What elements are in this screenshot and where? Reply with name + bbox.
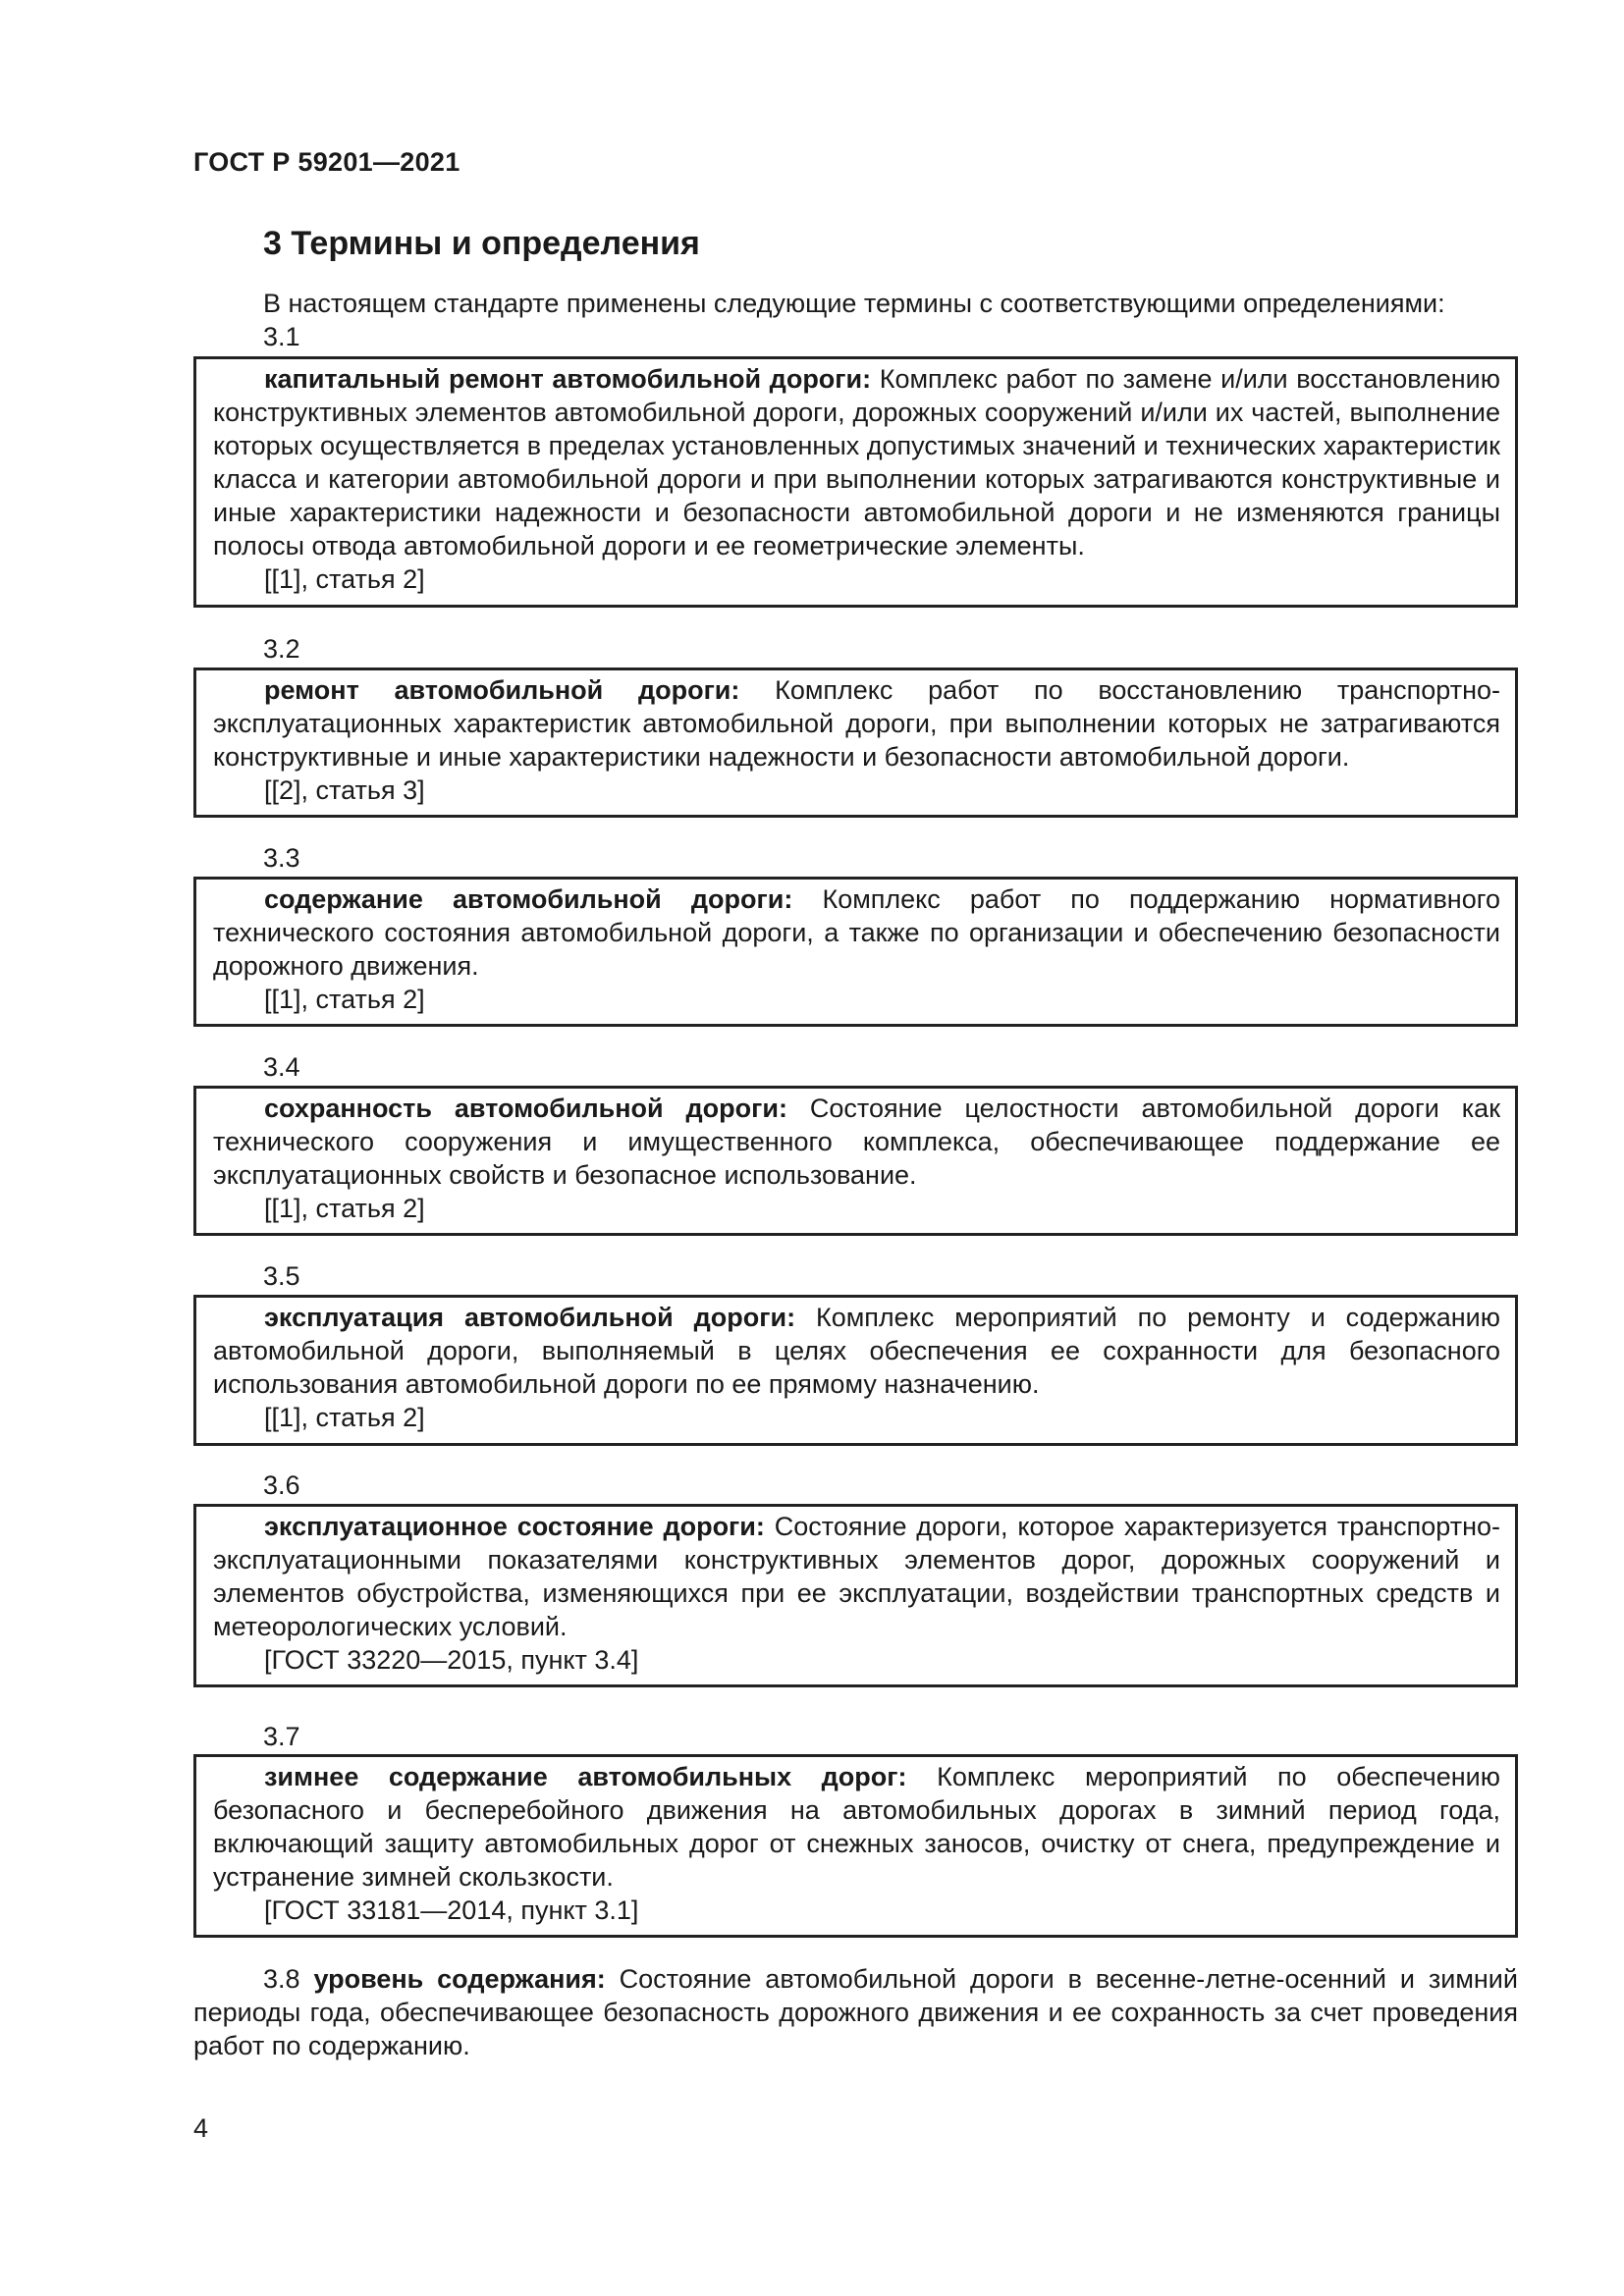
final-term-paragraph [193, 1962, 1518, 2062]
section-intro: В настоящем стандарте применены следующие термины с соответствующими определениями: [263, 289, 1445, 318]
term-box [193, 1754, 1518, 1938]
term-definition-text: Состояние дороги, которое характеризуется транспортно-эксплуатационными показателями конструктивных элементов дорог, дорожных сооружений и элементов обустройства, изменяющихся при ее эксплуатации, воздействии транспортных средств и метеорологических условий. [213, 1512, 1500, 1641]
term-name: ремонт автомобильной дороги: [264, 675, 740, 705]
term-definition-text: Состояние целостности автомобильной дороги как технического сооружения и имущественного комплекса, обеспечивающее поддержание ее эксплуатационных свойств и безопасное использование. [213, 1094, 1501, 1190]
term-source: [[1], статья 2] [264, 1403, 425, 1432]
term-name: капитальный ремонт автомобильной дороги: [264, 364, 872, 394]
term-number: 3.6 [263, 1470, 300, 1500]
term-number: 3.1 [263, 322, 300, 351]
term-source: [[1], статья 2] [264, 564, 425, 594]
term-definition [213, 673, 1500, 774]
term-definition [213, 882, 1500, 983]
term-box [193, 1504, 1518, 1687]
term-source: [[1], статья 2] [264, 985, 425, 1014]
term-box [193, 1295, 1518, 1446]
term-box [193, 1086, 1518, 1236]
term-name: содержание автомобильной дороги: [264, 884, 793, 914]
term-definition-text: Комплекс работ по замене и/или восстановлению конструктивных элементов автомобильной дороги, дорожных сооружений и/или их частей, выполнение которых осуществляется в пределах установленных допустимых значений и технических характеристик класса и категории автомобильной дороги и при выполнении которых затрагиваются конструктивные и иные характеристики надежности и безопасности автомобильной дороги и не изменяются границы полосы отвода автомобильной дороги и ее геометрические элементы. [213, 364, 1500, 561]
term-source: [[2], статья 3] [264, 775, 425, 805]
term-name: уровень содержания: [313, 1964, 606, 1994]
term-box [193, 356, 1518, 608]
term-source: [ГОСТ 33220—2015, пункт 3.4] [264, 1645, 639, 1675]
term-number: 3.4 [263, 1052, 300, 1082]
term-definition [213, 1510, 1500, 1643]
document-id-header: ГОСТ Р 59201—2021 [193, 147, 460, 177]
term-source: [ГОСТ 33181—2014, пункт 3.1] [264, 1896, 639, 1925]
term-definition [213, 1092, 1500, 1192]
term-name: сохранность автомобильной дороги: [264, 1094, 787, 1123]
section-title: 3 Термины и определения [263, 225, 700, 262]
term-source: [[1], статья 2] [264, 1194, 425, 1223]
term-number: 3.7 [263, 1722, 300, 1751]
term-number: 3.5 [263, 1261, 300, 1291]
term-number: 3.8 [263, 1964, 300, 1994]
term-number: 3.2 [263, 634, 300, 664]
term-name: эксплуатация автомобильной дороги: [264, 1303, 796, 1332]
term-definition-text: Состояние автомобильной дороги в весенне-летне-осенний и зимний периоды года, обеспечивающее безопасность дорожного движения и ее сохранность за счет проведения работ по содержанию. [193, 1964, 1518, 2060]
term-definition-text: Комплекс мероприятий по ремонту и содержанию автомобильной дороги, выполняемый в целях обеспечения ее сохранности для безопасного использования автомобильной дороги по ее прямому назначению. [213, 1303, 1500, 1399]
term-name: зимнее содержание автомобильных дорог: [264, 1762, 907, 1791]
term-box [193, 877, 1518, 1027]
term-definition [213, 1760, 1500, 1894]
term-definition [213, 1301, 1500, 1401]
page-number: 4 [193, 2113, 209, 2143]
term-definition-text: Комплекс мероприятий по обеспечению безопасного и бесперебойного движения на автомобильных дорогах в зимний период года, включающий защиту автомобильных дорог от снежных заносов, очистку от снега, предупреждение и устранение зимней скользкости. [213, 1762, 1500, 1892]
term-definition [213, 362, 1500, 562]
term-number: 3.3 [263, 843, 300, 873]
term-name: эксплуатационное состояние дороги: [264, 1512, 765, 1541]
term-definition-text: Комплекс работ по восстановлению транспортно-эксплуатационных характеристик автомобильной дороги, при выполнении которых не затрагиваются конструктивные и иные характеристики надежности и безопасности автомобильной дороги. [213, 675, 1500, 772]
term-box [193, 667, 1518, 818]
term-definition-text: Комплекс работ по поддержанию нормативного технического состояния автомобильной дороги, а также по организации и обеспечению безопасности дорожного движения. [213, 884, 1500, 981]
